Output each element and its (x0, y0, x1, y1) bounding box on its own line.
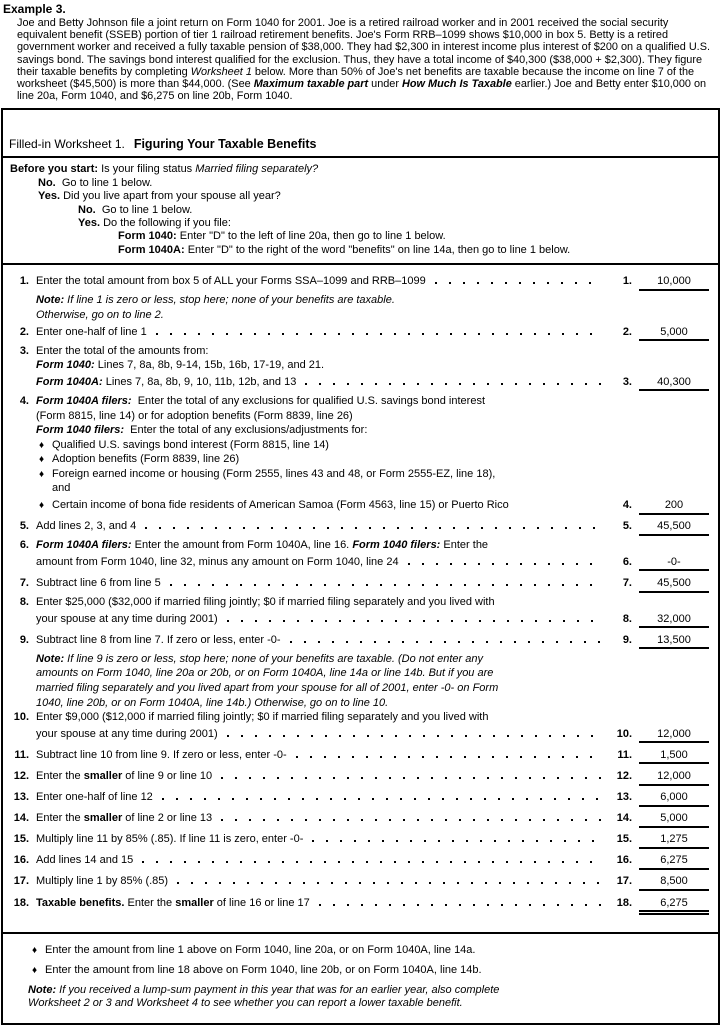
footer-note-row (28, 984, 710, 998)
text-segment: amounts on Form 1040, line 20a or 20b, or on Form 1040A, line 14a or line 14b. But if you are (36, 667, 494, 680)
amount-line-number: 16. (616, 854, 632, 867)
text-segment: Form 1040: (36, 359, 95, 372)
line-text (36, 749, 287, 763)
line-number: 3. (19, 344, 29, 357)
text-segment: Taxable benefits. (36, 896, 125, 909)
line-text (36, 294, 395, 308)
text-segment: Multiply line 1 by 85% (.85) (36, 875, 169, 888)
text-segment: Subtract line 6 from line 5 (36, 576, 161, 589)
line-number: 7. (19, 576, 29, 589)
line-number: 13. (13, 791, 29, 804)
bullet-diamond-icon: ♦ (39, 439, 45, 451)
amount-value: 8,500 (639, 875, 709, 891)
amount-value: 13,500 (639, 634, 709, 650)
text-segment: earlier.) Joe and Betty enter $10,000 on line 20a, Form 1040, and $6,275 on line 20b, Form 1040. (17, 78, 710, 103)
amount-value: 32,000 (639, 613, 709, 629)
amount-value: 45,500 (639, 577, 709, 593)
text-segment: under (368, 78, 403, 91)
text-segment: Enter the amount from Form 1040A, line 16. (131, 539, 353, 552)
amount-value: 6,000 (639, 791, 709, 807)
amount-value: 45,500 (639, 520, 709, 536)
dot-leader (145, 518, 602, 529)
before-start-row (118, 244, 712, 257)
dot-leader (170, 575, 602, 586)
line-text (36, 424, 367, 438)
worksheet-line-row (9, 810, 709, 828)
text-segment: Enter the amount from line 1 above on Form 1040, line 20a, or on Form 1040A, line 14a. (45, 943, 476, 956)
dot-leader (408, 554, 602, 565)
text-segment: No. (38, 176, 56, 189)
line-text (36, 875, 168, 889)
text-segment: Before you start: (10, 163, 99, 176)
text-segment: Form 1040 filers: (352, 539, 441, 552)
worksheet-line-row (9, 294, 709, 308)
text-segment: Enter the total of any exclusions/adjustments for: (124, 424, 368, 437)
text-segment: of line 2 or line 13 (122, 812, 213, 825)
line-number: 10. (13, 711, 29, 724)
line-text (36, 770, 212, 784)
dot-leader (221, 768, 602, 779)
example-paragraph (17, 17, 715, 102)
footer-bullet-row (10, 944, 710, 957)
text-segment: Did you live apart from your spouse all year? (60, 190, 281, 203)
dot-leader (296, 747, 602, 758)
amount-value: 10,000 (639, 275, 709, 291)
text-segment: If you received a lump-sum payment in this year that was for an earlier year, also complete (56, 983, 500, 996)
dot-leader (305, 374, 602, 385)
text-segment: Form 1040A filers: (36, 539, 132, 552)
line-text (36, 410, 353, 424)
line-text (36, 359, 324, 373)
dot-leader (518, 497, 602, 508)
text-segment: Enter the (36, 812, 84, 825)
worksheet-line-row (9, 410, 709, 424)
text-segment: If line 9 is zero or less, stop here; none of your benefits are taxable. (Do not enter any (64, 652, 483, 665)
bullet-diamond-icon: ♦ (39, 500, 45, 512)
text-segment: Certain income of bona fide residents of American Samoa (Form 4563, line 15) or Puerto Rico (52, 499, 509, 512)
worksheet-line-row (9, 309, 709, 323)
amount-value: 6,275 (639, 897, 709, 913)
worksheet-line-row (9, 554, 709, 572)
text-segment: Multiply line 11 by 85% (.85). If line 11 is zero, enter -0- (36, 833, 304, 846)
amount-line-number: 4. (622, 499, 632, 512)
worksheet-line-row (9, 852, 709, 870)
worksheet-line-row (9, 395, 709, 409)
text-segment: your spouse at any time during 2001) (36, 612, 218, 625)
text-segment: Note: (28, 983, 57, 996)
amount-value: 5,000 (639, 326, 709, 342)
worksheet-line-row (9, 697, 709, 711)
text-segment: Add lines 14 and 15 (36, 854, 134, 867)
line-text (36, 791, 153, 805)
text-segment: Joe and Betty Johnson file a joint return on Form 1040 for 2001. Joe is a retired railroad worker and in 2001 received the social security equivalent benefit (SSEB) portion of tier 1 railroad retirement benefits. Joe's Form RRB–1099 shows $10,000 in box 5. Betty is a retired government worker and received a fully taxable pension of $38,000. They had $2,300 in interest income plus interest of $200 on a qualified U.S. savings bond. The savings bond interest qualified for the exclusion. Thus, they have a total income of $40,300 ($38,000 + $2,300). They figure their taxable benefits by completing (17, 17, 714, 78)
line-text (36, 833, 303, 847)
dot-leader (319, 895, 602, 906)
footer-text (45, 944, 475, 957)
footer-note-row (28, 997, 710, 1011)
text-segment: Lines 7, 8a, 8b, 9-14, 15b, 16b, 17-19, and 21. (94, 359, 325, 372)
line-number: 17. (13, 875, 29, 888)
line-text (36, 653, 483, 667)
line-text (36, 556, 399, 570)
text-segment: If line 1 is zero or less, stop here; none of your benefits are taxable. (64, 294, 395, 307)
text-segment: Enter the (124, 896, 176, 909)
line-text (36, 577, 161, 591)
example-heading: Example 3. (3, 2, 66, 16)
amount-value: 5,000 (639, 812, 709, 828)
text-segment: (Form 8815, line 14) or for adoption benefits (Form 8839, line 26) (36, 409, 353, 422)
worksheet-line-row (9, 667, 709, 681)
text-segment: Enter the (440, 539, 489, 552)
bullet-diamond-icon: ♦ (32, 944, 38, 956)
before-start-row (10, 163, 712, 176)
dot-leader (177, 873, 602, 884)
text-segment: smaller (175, 896, 214, 909)
amount-line-number: 7. (622, 576, 632, 589)
line-number: 11. (14, 748, 29, 761)
worksheet-line-row (9, 895, 709, 913)
text-segment: of line 16 or line 17 (213, 896, 310, 909)
line-text (52, 482, 70, 496)
text-segment: married filing separately and you lived apart from your spouse for all of 2001, enter -0- on Form (36, 682, 499, 695)
amount-value: -0- (639, 556, 709, 572)
amount-value: 6,275 (639, 854, 709, 870)
worksheet-title (3, 110, 718, 158)
amount-value: 12,000 (639, 770, 709, 786)
text-segment: Add lines 2, 3, and 4 (36, 520, 137, 533)
text-segment: Note: (36, 652, 65, 665)
dot-leader (162, 789, 602, 800)
line-text (36, 539, 488, 553)
line-number: 15. (13, 833, 29, 846)
line-text (52, 499, 509, 513)
text-segment: Lines 7, 8a, 8b, 9, 10, 11b, 12b, and 13 (102, 375, 297, 388)
worksheet-line-row (9, 345, 709, 359)
line-text (52, 453, 239, 467)
text-segment: Enter the amount from line 18 above on Form 1040, line 20b, or on Form 1040A, line 14b. (45, 963, 482, 976)
line-text (36, 520, 136, 534)
line-text (36, 667, 493, 681)
text-segment: Enter "D" to the left of line 20a, then go to line 1 below. (176, 230, 446, 243)
text-segment: Subtract line 8 from line 7. If zero or less, enter -0- (36, 633, 281, 646)
worksheet-line-row (9, 424, 709, 438)
bullet-diamond-icon: ♦ (39, 468, 45, 480)
worksheet-line-row (9, 873, 709, 891)
worksheet-line-row (9, 439, 709, 453)
line-text (36, 596, 495, 610)
text-segment: How Much Is Taxable (402, 78, 512, 91)
amount-line-number: 5. (622, 520, 632, 533)
line-text (36, 854, 133, 868)
line-text (36, 345, 208, 359)
amount-value: 40,300 (639, 376, 709, 392)
worksheet-line-row (9, 468, 709, 482)
worksheet-line-row (9, 632, 709, 650)
line-text (36, 812, 212, 826)
text-segment: Maximum taxable part (253, 78, 369, 91)
worksheet-line-row (9, 482, 709, 496)
amount-line-number: 12. (616, 769, 632, 782)
line-text (36, 697, 388, 711)
text-segment: Enter $25,000 ($32,000 if married filing jointly; $0 if married filing separately and you lived with (36, 596, 495, 609)
text-segment: Married filing separately? (195, 163, 319, 176)
line-number: 4. (19, 394, 29, 407)
text-segment: Form 1040 filers: (36, 424, 125, 437)
worksheet-line-row (9, 539, 709, 553)
dot-leader (221, 810, 602, 821)
amount-line-number: 1. (622, 275, 632, 288)
text-segment: smaller (83, 769, 123, 782)
worksheet-line-row (9, 374, 709, 392)
line-number: 16. (13, 854, 29, 867)
line-text (52, 439, 329, 453)
text-segment: of line 9 or line 10 (122, 769, 213, 782)
worksheet-line-row (9, 596, 709, 610)
line-text (36, 275, 426, 289)
amount-value: 1,500 (639, 749, 709, 765)
text-segment: Go to line 1 below. (55, 176, 153, 189)
text-segment: Enter the total amount from box 5 of ALL your Forms SSA–1099 and RRB–1099 (36, 275, 426, 288)
amount-line-number: 2. (622, 325, 632, 338)
text-segment: below. More than 50% of Joe's net benefits are taxable because the income on line 7 of the worksheet ($45,500) is more than $44,000. (See (17, 65, 698, 91)
worksheet-line-row (9, 324, 709, 342)
before-start-row (78, 204, 712, 217)
line-text (36, 309, 164, 323)
line-text (36, 326, 147, 340)
before-you-start-section (3, 158, 718, 265)
text-segment: Enter one-half of line 12 (36, 791, 153, 804)
worksheet-title-prefix: Filled-in Worksheet 1. (9, 137, 125, 152)
line-number: 9. (19, 633, 29, 646)
amount-line-number: 14. (616, 812, 632, 825)
worksheet-box (1, 108, 720, 1025)
worksheet-lines-section (3, 265, 718, 931)
footer-text (45, 964, 482, 977)
text-segment: Go to line 1 below. (95, 203, 193, 216)
text-segment: Note: (36, 294, 65, 307)
worksheet-title-main: Figuring Your Taxable Benefits (133, 137, 317, 152)
worksheet-line-row (9, 789, 709, 807)
line-number: 18. (13, 896, 29, 909)
text-segment: smaller (83, 812, 123, 825)
line-number: 14. (13, 812, 29, 825)
amount-value: 1,275 (639, 833, 709, 849)
line-number: 2. (19, 325, 29, 338)
amount-value: 12,000 (639, 728, 709, 744)
line-text (36, 897, 310, 911)
line-text (36, 634, 281, 648)
worksheet-line-row (9, 768, 709, 786)
worksheet-line-row (9, 453, 709, 467)
worksheet-line-row (9, 682, 709, 696)
dot-leader (435, 273, 602, 284)
amount-line-number: 8. (622, 612, 632, 625)
worksheet-line-row (9, 831, 709, 849)
line-number: 1. (19, 275, 29, 288)
bullet-diamond-icon: ♦ (32, 964, 38, 976)
text-segment: Form 1040: (118, 230, 177, 243)
text-segment: Worksheet 1 (190, 65, 252, 78)
bullet-diamond-icon: ♦ (39, 454, 45, 466)
worksheet-line-row (9, 575, 709, 593)
text-segment: Enter the total of the amounts from: (36, 344, 209, 357)
text-segment: Foreign earned income or housing (Form 2555, lines 43 and 48, or Form 2555-EZ, line 18), (52, 467, 496, 480)
text-segment: Enter $9,000 ($12,000 if married filing jointly; $0 if married filing separately and you lived with (36, 711, 489, 724)
before-start-row (118, 230, 712, 243)
text-segment: Form 1040A filers: (36, 394, 132, 407)
amount-line-number: 6. (622, 555, 632, 568)
text-segment: Yes. (78, 217, 101, 230)
amount-line-number: 10. (616, 727, 632, 740)
amount-line-number: 17. (616, 875, 632, 888)
worksheet-line-row (9, 518, 709, 536)
amount-line-number: 18. (616, 896, 632, 909)
text-segment: Enter one-half of line 1 (36, 325, 147, 338)
line-text (36, 613, 218, 627)
text-segment: Subtract line 10 from line 9. If zero or less, enter -0- (36, 748, 287, 761)
worksheet-line-row (9, 653, 709, 667)
dot-leader (227, 611, 602, 622)
text-segment: No. (78, 203, 96, 216)
text-segment: Form 1040A: (118, 243, 185, 256)
dot-leader (227, 726, 602, 737)
text-segment: Form 1040A: (36, 375, 103, 388)
line-text (36, 711, 488, 725)
before-start-row (78, 217, 712, 230)
text-segment: amount from Form 1040, line 32, minus any amount on Form 1040, line 24 (36, 555, 399, 568)
text-segment: Enter the (36, 769, 84, 782)
line-number: 5. (19, 520, 29, 533)
text-segment: Otherwise, go on to line 2. (36, 308, 164, 321)
dot-leader (142, 852, 602, 863)
footer-bullet-row (10, 964, 710, 977)
text-segment: Worksheet 2 or 3 and Worksheet 4 to see whether you can report a lower taxable benefit. (28, 997, 463, 1010)
worksheet-line-row (9, 711, 709, 725)
text-segment: Enter the total of any exclusions for qualified U.S. savings bond interest (131, 394, 485, 407)
dot-leader (290, 632, 602, 643)
text-segment: Yes. (38, 190, 61, 203)
dot-leader (312, 831, 602, 842)
text-segment: Do the following if you file: (100, 217, 231, 230)
text-segment: Is your filing status (98, 163, 196, 176)
line-number: 8. (19, 596, 29, 609)
amount-line-number: 15. (616, 833, 632, 846)
dot-leader (156, 324, 602, 335)
line-number: 6. (19, 539, 29, 552)
text-segment: Qualified U.S. savings bond interest (Form 8815, line 14) (52, 438, 329, 451)
amount-line-number: 3. (622, 375, 632, 388)
line-number: 12. (13, 769, 29, 782)
text-segment: and (52, 482, 71, 495)
worksheet-line-row (9, 273, 709, 291)
worksheet-line-row (9, 359, 709, 373)
before-start-row (38, 190, 712, 203)
example-section (0, 0, 721, 102)
amount-value: 200 (639, 499, 709, 515)
line-text (36, 395, 485, 409)
text-segment: your spouse at any time during 2001) (36, 727, 218, 740)
before-start-row (38, 177, 712, 190)
line-text (36, 682, 498, 696)
amount-line-number: 9. (622, 633, 632, 646)
line-text (36, 728, 218, 742)
worksheet-line-row (9, 747, 709, 765)
line-text (36, 376, 296, 390)
worksheet-line-row (9, 726, 709, 744)
amount-line-number: 11. (617, 748, 632, 761)
line-text (52, 468, 495, 482)
text-segment: 1040, line 20b, or on Form 1040A, line 14b.) Otherwise, go on to line 10. (36, 696, 389, 709)
text-segment: Adoption benefits (Form 8839, line 26) (52, 453, 240, 466)
worksheet-footer-section (3, 932, 718, 1024)
amount-line-number: 13. (616, 791, 632, 804)
text-segment: Enter "D" to the right of the word "benefits" on line 14a, then go to line 1 below. (184, 243, 571, 256)
worksheet-line-row (9, 611, 709, 629)
worksheet-line-row (9, 497, 709, 515)
